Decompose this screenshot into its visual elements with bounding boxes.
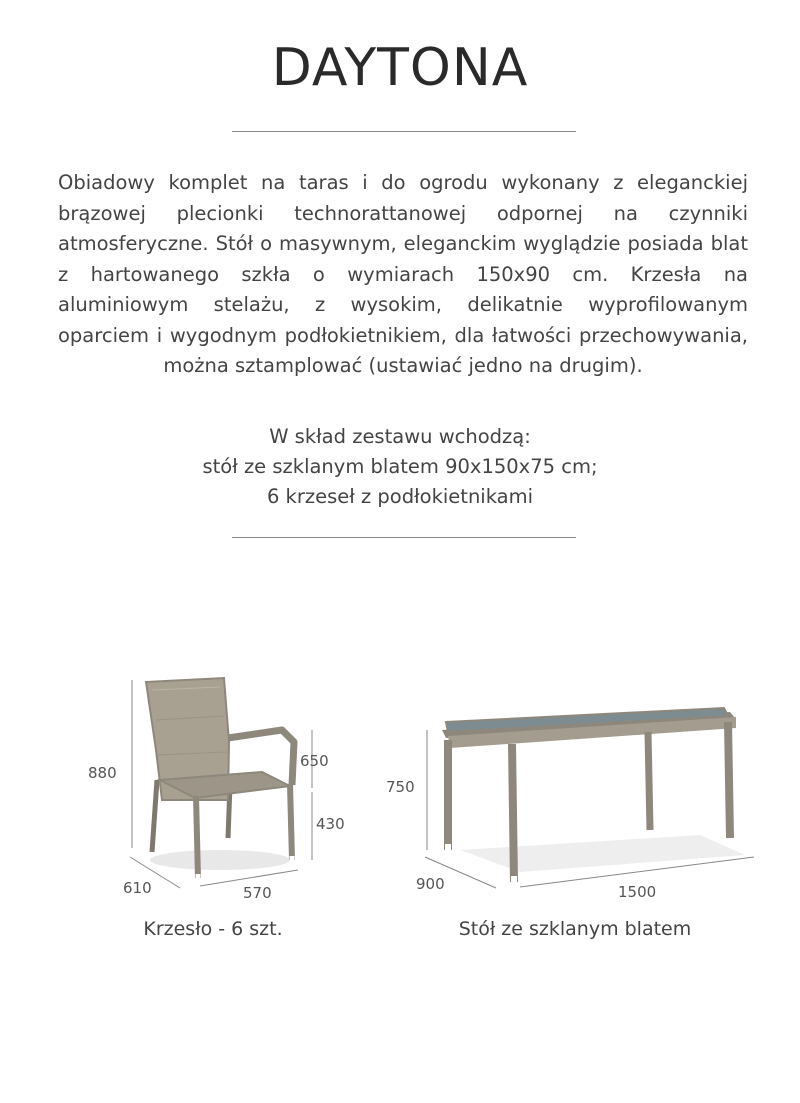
- table-caption: Stół ze szklanym blatem: [458, 918, 692, 940]
- set-composition: [0, 422, 800, 512]
- chair-dim-armrest: 650: [300, 752, 329, 770]
- top-divider: [232, 131, 576, 132]
- table-dim-depth: 900: [416, 875, 445, 893]
- composition-item-chairs: 6 krzeseł z podłokietnikami: [266, 485, 534, 508]
- chair-dim-depth: 610: [123, 879, 152, 897]
- composition-heading: W skład zestawu wchodzą:: [269, 425, 531, 448]
- product-description: Obiadowy komplet na taras i do ogrodu wykonany z eleganckiej brązowej plecionki technorattanowej odpornej na czynniki atmosferyczne. Stół o masywnym, eleganckim wyglądzie posiada blat z hartowanego szkła o wymiarach 150x90 cm. Krzesła na aluminiowym stelażu, z wysokim, delikatnie wyprofilowanym oparciem i wygodnym podłokietnikiem, dla łatwości przechowywania, można sztamplować (ustawiać jedno na drugim).: [58, 171, 748, 377]
- chair-dim-seat: 430: [316, 815, 345, 833]
- chair-caption: Krzesło - 6 szt.: [143, 918, 283, 940]
- chair-image: [130, 678, 312, 888]
- furniture-illustration: [0, 660, 800, 910]
- bottom-divider: [232, 537, 576, 538]
- chair-dim-height: 880: [88, 764, 117, 782]
- table-dim-height: 750: [386, 778, 415, 796]
- table-dim-length: 1500: [618, 883, 657, 901]
- composition-item-table: stół ze szklanym blatem 90x150x75 cm;: [202, 455, 598, 478]
- product-title: DAYTONA: [271, 38, 529, 98]
- chair-dim-width: 570: [243, 884, 272, 902]
- table-image: [425, 708, 754, 888]
